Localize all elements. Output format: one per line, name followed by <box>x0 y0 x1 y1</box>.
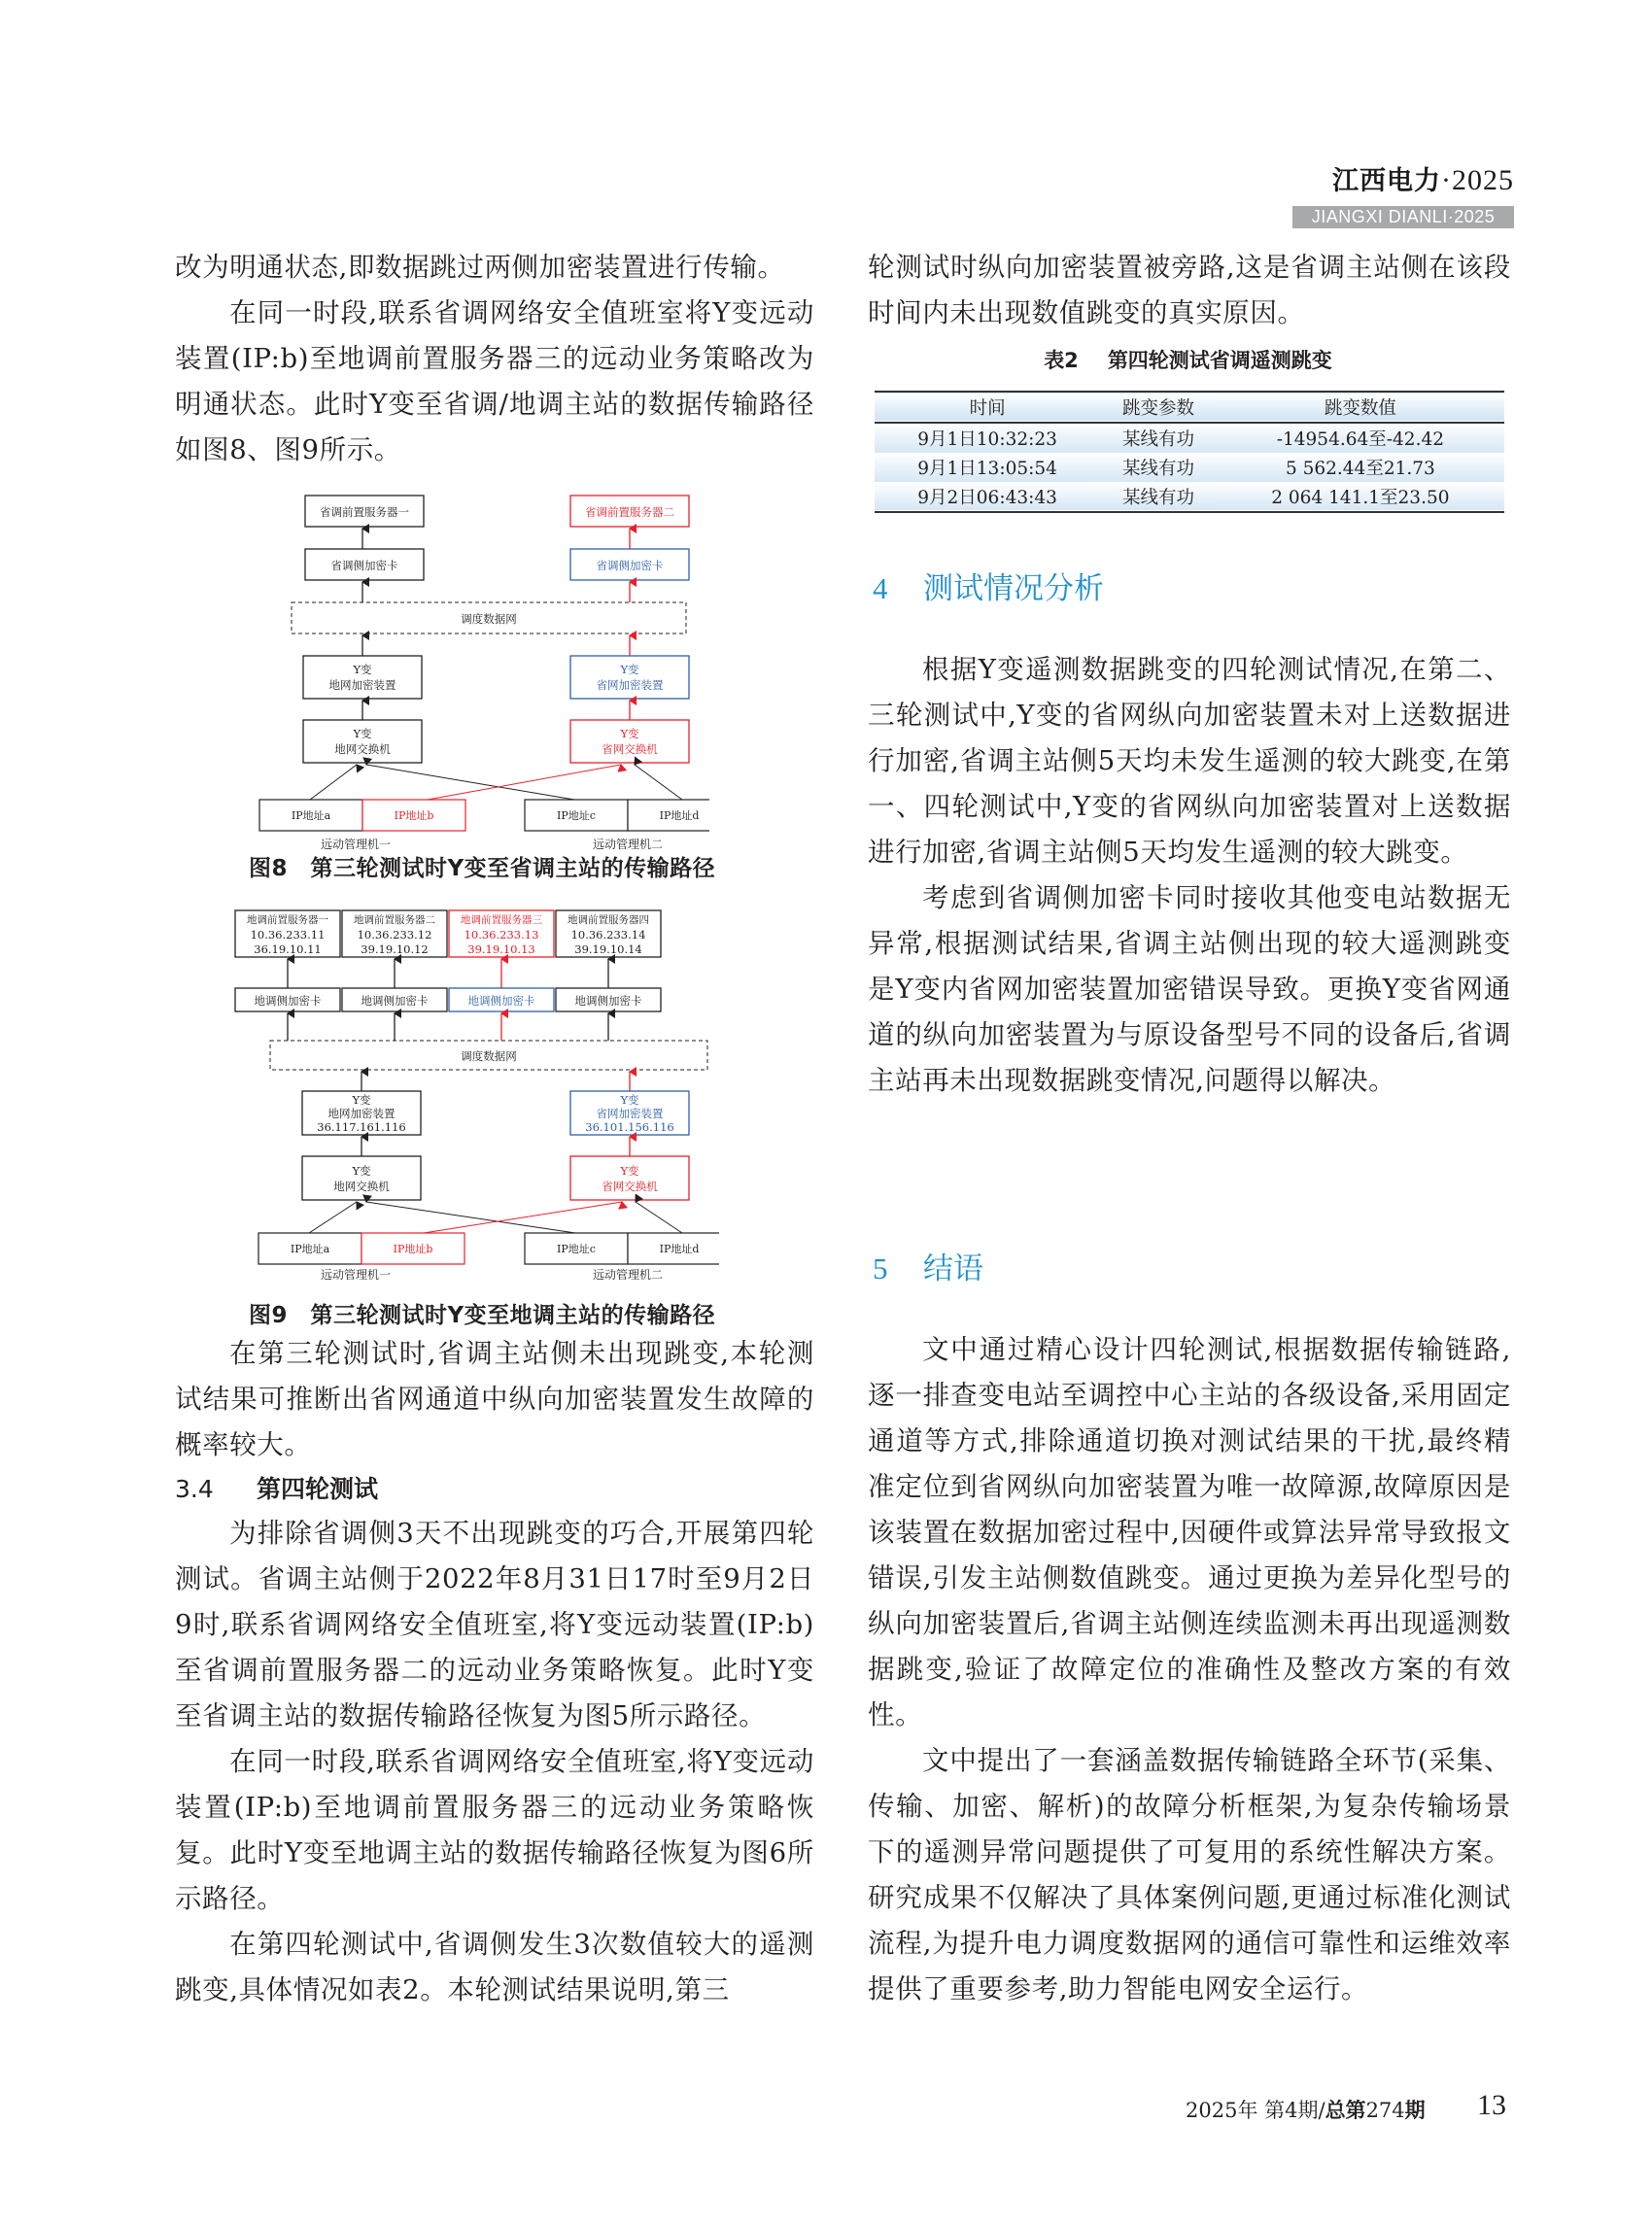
server-ip: 10.36.233.14 <box>570 928 646 942</box>
encryption-card-provincial-2 <box>570 549 689 580</box>
link-ip-d <box>635 765 682 800</box>
svg-text:IP地址b: IP地址b <box>393 1243 433 1255</box>
svg-text:调度数据网: 调度数据网 <box>461 612 517 626</box>
svg-text:调度数据网: 调度数据网 <box>461 1049 517 1063</box>
local-server-box <box>235 910 340 957</box>
figure-9-caption: 图9 第三轮测试时Y变至地调主站的传输路径 <box>249 1303 716 1328</box>
subsection-title: 第四轮测试 <box>257 1475 379 1503</box>
card-label: 地调侧加密卡 <box>574 994 642 1008</box>
local-encryption-card <box>449 988 554 1011</box>
page-number: 13 <box>1477 2089 1506 2121</box>
ip-box-b <box>361 1233 465 1264</box>
svg-text:36.101.156.116: 36.101.156.116 <box>585 1120 674 1134</box>
svg-text:IP地址d: IP地址d <box>659 809 700 822</box>
table-cell: 9月2日06:43:43 <box>917 488 1057 508</box>
encryption-device-provincial <box>570 1091 689 1135</box>
svg-text:省网加密装置: 省网加密装置 <box>596 678 664 692</box>
figure-9-manager-labels <box>233 1266 719 1285</box>
svg-text:Y变: Y变 <box>352 1164 371 1178</box>
ip-box-d <box>628 800 709 831</box>
dispatch-data-network <box>270 1041 707 1070</box>
paragraph: 根据Y变遥测数据跳变的四轮测试情况,在第二、三轮测试中,Y变的省网纵向加密装置未对上送数据进行加密,省调主站侧5天均未发生遥测的较大跳变,在第一、四轮测试中,Y变的省网纵向加密装置对上送数据进行加密,省调主站侧5天均发生遥测的较大跳变。 <box>868 654 1511 868</box>
encryption-device-local <box>302 1091 421 1135</box>
paragraph: 改为明通状态,即数据跳过两侧加密装置进行传输。 <box>175 252 785 283</box>
issue-total-label: 总第 <box>1325 2099 1366 2122</box>
local-encryption-card <box>342 988 447 1011</box>
figure-8-diagram <box>243 481 709 840</box>
svg-text:IP地址a: IP地址a <box>290 1243 330 1255</box>
table-cell: 9月1日10:32:23 <box>917 429 1057 450</box>
server-name: 地调前置服务器四 <box>568 914 649 926</box>
figure-9-diagram <box>233 899 719 1278</box>
column-header: 时间 <box>969 398 1006 419</box>
local-server-box <box>556 910 661 957</box>
switch-provincial <box>570 1156 689 1200</box>
paragraph: 在同一时段,联系省调网络安全值班室,将Y变远动装置(IP:b)至地调前置服务器三的远动业务策略恢复。此时Y变至地调主站的数据传输路径恢复为图6所示路径。 <box>175 1746 814 1914</box>
table-2 <box>875 391 1504 513</box>
svg-text:省网交换机: 省网交换机 <box>602 1180 658 1193</box>
table-2-title <box>865 345 1511 374</box>
issue-number: 274 <box>1365 2099 1405 2122</box>
svg-text:省网交换机: 省网交换机 <box>602 742 658 756</box>
svg-text:Y变: Y变 <box>620 1164 639 1178</box>
switch-provincial <box>570 720 689 763</box>
svg-text:IP地址c: IP地址c <box>557 1243 596 1255</box>
svg-text:省网加密装置: 省网加密装置 <box>596 1107 664 1120</box>
ip-box-b <box>362 800 465 831</box>
left-column-top <box>175 245 814 473</box>
server-ip: 39.19.10.12 <box>361 942 429 956</box>
local-encryption-card <box>556 988 661 1011</box>
svg-text:省调侧加密卡: 省调侧加密卡 <box>330 559 398 572</box>
table-cell: 某线有功 <box>1121 488 1194 508</box>
paragraph: 为排除省调侧3天不出现跳变的巧合,开展第四轮测试。省调主站侧于2022年8月31日17时至9月2日9时,联系省调网络安全值班室,将Y变远动装置(IP:b)至省调前置服务器二的远动业务策略恢复。此时Y变至省调主站的数据传输路径恢复为图5所示路径。 <box>175 1518 814 1731</box>
svg-text:36.117.161.116: 36.117.161.116 <box>317 1120 406 1134</box>
paragraph: 考虑到省调侧加密卡同时接收其他变电站数据无异常,根据测试结果,省调主站侧出现的较大遥测跳变是Y变内省网加密装置加密错误导致。更换Y变省网通道的纵向加密装置为与原设备型号不同的设备后,省调主站再未出现数据跳变情况,问题得以解决。 <box>868 882 1511 1096</box>
paragraph: 在同一时段,联系省调网络安全值班室将Y变远动装置(IP:b)至地调前置服务器三的远动业务策略改为明通状态。此时Y变至省调/地调主站的数据传输路径如图8、图9所示。 <box>175 297 814 465</box>
local-server-box <box>342 910 447 957</box>
table-row <box>875 453 1504 482</box>
table-header-row <box>875 392 1504 423</box>
link-ip-b <box>428 765 621 800</box>
link-ip-c <box>366 1202 575 1233</box>
column-header: 跳变参数 <box>1121 398 1194 419</box>
table-row <box>875 482 1504 512</box>
table-row <box>875 423 1504 453</box>
ip-box-a <box>258 1233 361 1264</box>
svg-text:地网加密装置: 地网加密装置 <box>327 1107 396 1120</box>
journal-year: ·2025 <box>1441 164 1514 196</box>
svg-text:IP地址a: IP地址a <box>291 809 331 822</box>
svg-text:省调侧加密卡: 省调侧加密卡 <box>596 559 664 572</box>
svg-text:IP地址d: IP地址d <box>659 1243 700 1255</box>
server-ip: 36.19.10.11 <box>254 942 322 956</box>
ip-box-a <box>259 800 362 831</box>
encryption-device-provincial <box>570 656 689 699</box>
issue-info <box>1186 2095 1426 2124</box>
svg-text:地网交换机: 地网交换机 <box>333 1180 390 1193</box>
svg-text:IP地址b: IP地址b <box>394 809 434 822</box>
svg-text:省调前置服务器二: 省调前置服务器二 <box>585 505 674 519</box>
ip-box-c <box>525 800 628 831</box>
issue-suffix: 期 <box>1404 2099 1426 2122</box>
section-number: 4 <box>873 571 888 605</box>
table-label: 表2 <box>1044 349 1079 372</box>
paragraph: 轮测试时纵向加密装置被旁路,这是省调主站侧在该段时间内未出现数值跳变的真实原因。 <box>868 252 1511 328</box>
svg-text:省调前置服务器一: 省调前置服务器一 <box>320 505 409 519</box>
table-cell: 2 064 141.1至23.50 <box>1271 488 1450 508</box>
svg-text:Y变: Y变 <box>353 727 372 740</box>
link-ip-a <box>309 1202 357 1233</box>
subsection-number: 3.4 <box>175 1475 214 1503</box>
section-title: 结语 <box>923 1251 983 1286</box>
encryption-device-local <box>303 656 422 699</box>
server-name: 地调前置服务器二 <box>354 914 435 926</box>
server-box-provincial-2 <box>570 496 689 527</box>
table-title: 第四轮测试省调遥测跳变 <box>1107 349 1332 372</box>
subsection-heading <box>175 1470 378 1505</box>
switch-local <box>303 720 422 763</box>
server-ip: 39.19.10.13 <box>467 942 535 956</box>
dispatch-data-network <box>292 602 686 634</box>
link-ip-a <box>310 765 357 800</box>
table-cell: 某线有功 <box>1121 459 1194 479</box>
right-column-section-5 <box>868 1327 1511 2012</box>
figure-8-caption: 图8 第三轮测试时Y变至省调主站的传输路径 <box>249 856 716 881</box>
section-title: 测试情况分析 <box>923 571 1104 606</box>
link-ip-d <box>636 1202 682 1233</box>
svg-text:地网加密装置: 地网加密装置 <box>328 678 396 692</box>
encryption-card-provincial-1 <box>305 549 424 580</box>
paragraph: 在第三轮测试时,省调主站侧未出现跳变,本轮测试结果可推断出省网通道中纵向加密装置发生故障的概率较大。 <box>175 1338 814 1460</box>
table-cell: 9月1日13:05:54 <box>917 459 1057 479</box>
switch-local <box>302 1156 421 1200</box>
link-ip-c <box>366 765 574 800</box>
manager-label-1: 远动管理机一 <box>321 838 392 851</box>
manager-label-1: 远动管理机一 <box>321 1268 392 1282</box>
ip-box-d <box>628 1233 719 1264</box>
server-ip: 10.36.233.13 <box>464 928 539 942</box>
journal-name-cn: 江西电力 <box>1332 166 1441 196</box>
manager-label-2: 远动管理机二 <box>593 1268 664 1282</box>
right-column-top <box>868 245 1511 336</box>
table-cell: 某线有功 <box>1121 429 1194 450</box>
server-ip: 10.36.233.12 <box>357 928 432 942</box>
server-name: 地调前置服务器三 <box>461 914 542 926</box>
column-header: 跳变数值 <box>1324 398 1396 419</box>
journal-name-en: JIANGXI DIANLI·2025 <box>1292 206 1514 228</box>
card-label: 地调侧加密卡 <box>254 994 322 1008</box>
manager-label-2: 远动管理机二 <box>593 838 664 851</box>
table-cell: -14954.64至-42.42 <box>1276 429 1444 450</box>
section-number: 5 <box>873 1251 888 1285</box>
section-5-heading <box>873 1244 983 1287</box>
server-ip: 10.36.233.11 <box>250 928 326 942</box>
server-name: 地调前置服务器一 <box>247 914 328 926</box>
paragraph: 文中提出了一套涵盖数据传输链路全环节(采集、传输、加密、解析)的故障分析框架,为复杂传输场景下的遥测异常问题提供了可复用的系统性解决方案。研究成果不仅解决了具体案例问题,更通过标准化测试流程,为提升电力调度数据网的通信可靠性和运维效率提供了重要参考,助力智能电网安全运行。 <box>868 1745 1511 2004</box>
svg-text:IP地址c: IP地址c <box>557 809 596 822</box>
ip-box-c <box>525 1233 628 1264</box>
card-label: 地调侧加密卡 <box>467 994 535 1008</box>
left-column-bottom <box>175 1331 814 1468</box>
right-column-section-4 <box>868 647 1511 1104</box>
svg-text:地网交换机: 地网交换机 <box>334 742 391 756</box>
server-box-provincial-1 <box>305 496 424 527</box>
card-label: 地调侧加密卡 <box>361 994 429 1008</box>
local-encryption-card <box>235 988 340 1011</box>
svg-text:Y变: Y变 <box>353 663 372 676</box>
journal-title <box>1292 159 1514 197</box>
left-column-section-3-4 <box>175 1511 814 2013</box>
local-server-box <box>449 910 554 957</box>
server-ip: 39.19.10.14 <box>574 942 642 956</box>
section-4-heading <box>873 564 1104 607</box>
svg-text:Y变: Y变 <box>352 1093 371 1107</box>
svg-text:Y变: Y变 <box>620 663 639 676</box>
svg-text:Y变: Y变 <box>620 1093 639 1107</box>
link-ip-b <box>424 1202 622 1233</box>
svg-text:Y变: Y变 <box>620 727 639 740</box>
issue-prefix: 2025年 第4期/ <box>1186 2099 1325 2122</box>
table-cell: 5 562.44至21.73 <box>1285 459 1435 479</box>
paragraph: 在第四轮测试中,省调侧发生3次数值较大的遥测跳变,具体情况如表2。本轮测试结果说明,第三 <box>175 1929 814 2005</box>
paragraph: 文中通过精心设计四轮测试,根据数据传输链路,逐一排查变电站至调控中心主站的各级设备,采用固定通道等方式,排除通道切换对测试结果的干扰,最终精准定位到省网纵向加密装置为唯一故障源,故障原因是该装置在数据加密过程中,因硬件或算法异常导致报文错误,引发主站侧数值跳变。通过更换为差异化型号的纵向加密装置后,省调主站侧连续监测未再出现遥测数据跳变,验证了故障定位的准确性及整改方案的有效性。 <box>868 1334 1511 1730</box>
